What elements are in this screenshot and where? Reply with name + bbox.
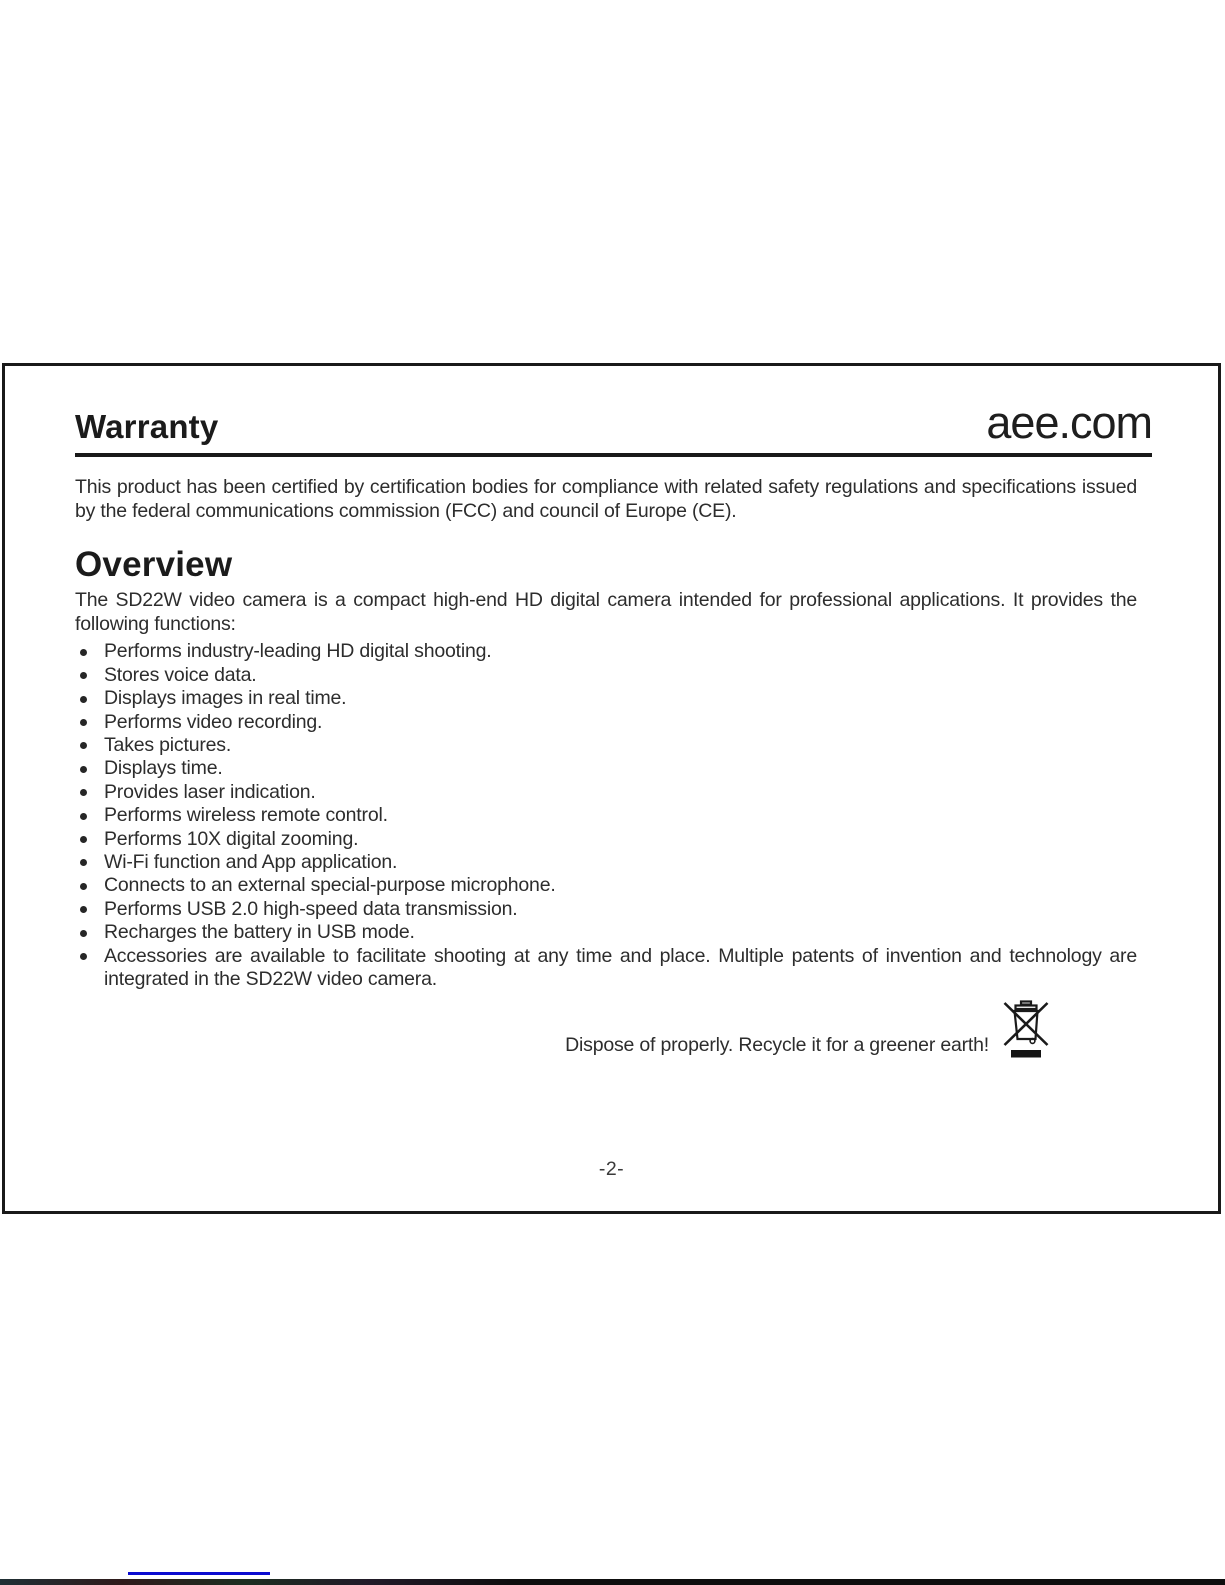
overview-lead-paragraph: The SD22W video camera is a compact high-end HD digital camera intended for professional applications. It provides the following functions: [75,589,1137,636]
feature-item [75,921,1152,944]
feature-item-text: Performs wireless remote control. [104,804,388,827]
header-rule [75,453,1152,457]
feature-item-text: Provides laser indication. [104,780,316,803]
feature-item [75,734,1152,757]
bullet-icon [80,906,87,913]
feature-item-text: Accessories are available to facilitate shooting at any time and place. Multiple patents of invention and technology are integrated in the SD22W video camera. [104,944,1137,990]
bullet-icon [80,859,87,866]
feature-item-text: Wi-Fi function and App application. [104,850,398,873]
link-underline-artifact[interactable] [128,1572,270,1575]
bullet-icon [80,789,87,796]
feature-item [75,804,1152,827]
certification-paragraph: This product has been certified by certification bodies for compliance with related safety regulations and specifications issued by the federal communications commission (FCC) and council of Europe (CE). [75,476,1137,523]
feature-item-text: Stores voice data. [104,663,257,686]
feature-item-text: Performs video recording. [104,710,323,733]
feature-item-text: Performs industry-leading HD digital shooting. [104,640,492,663]
overview-heading: Overview [75,545,233,585]
warranty-page-frame [2,363,1221,1214]
bullet-icon [80,836,87,843]
feature-item [75,898,1152,921]
scan-edge-artifact [0,1579,1225,1585]
feature-item [75,757,1152,780]
page-number: -2- [598,1158,625,1180]
feature-item-text: Displays images in real time. [104,687,347,710]
feature-list [75,640,1152,991]
bullet-icon [80,930,87,937]
feature-item-text: Displays time. [104,757,223,780]
feature-item [75,640,1152,663]
feature-item [75,664,1152,687]
bullet-icon [80,883,87,890]
bullet-icon [80,813,87,820]
feature-item [75,828,1152,851]
page-header [75,397,1152,448]
feature-item [75,781,1152,804]
feature-item [75,711,1152,734]
weee-crossed-out-wheelie-bin-icon [1003,1000,1049,1058]
bullet-icon [80,766,87,773]
feature-item [75,851,1152,874]
bullet-icon [80,696,87,703]
feature-item [75,687,1152,710]
dispose-note: Dispose of properly. Recycle it for a greener earth! [565,1034,989,1057]
feature-item-text: Performs USB 2.0 high-speed data transmission. [104,897,518,920]
feature-item-text: Takes pictures. [104,733,232,756]
bullet-icon [80,719,87,726]
feature-item-text: Recharges the battery in USB mode. [104,921,415,944]
dispose-note-row [75,1000,1152,1058]
bullet-icon [80,742,87,749]
bullet-icon [80,649,87,656]
page-title: Warranty [75,408,219,445]
brand-logo-text: aee.com [986,397,1152,448]
feature-item-text: Performs 10X digital zooming. [104,827,359,850]
feature-item [75,945,1152,992]
feature-item [75,874,1152,897]
bullet-icon [80,953,87,960]
bullet-icon [80,672,87,679]
feature-item-text: Connects to an external special-purpose microphone. [104,874,556,897]
